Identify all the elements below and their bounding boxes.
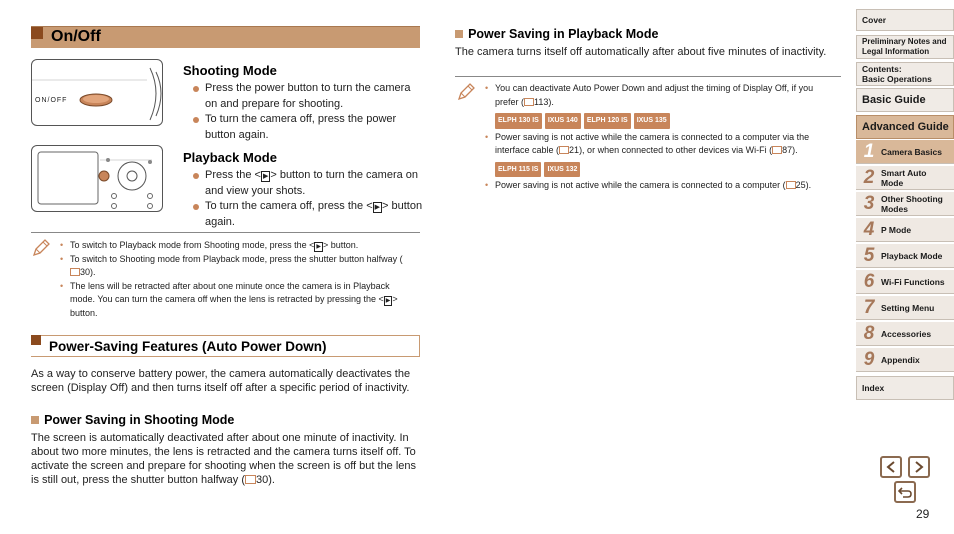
shooting-saving-body-b: ). [268, 474, 275, 486]
sidebar-chapter-4[interactable] [856, 218, 954, 242]
section-header-auto-power-down [31, 335, 420, 357]
chapter-label: Wi-Fi Functions [881, 277, 945, 287]
sidebar-chapter-2[interactable] [856, 166, 954, 190]
model-badge: IXUS 135 [634, 113, 670, 129]
bullet-dot [193, 204, 199, 210]
model-badge: ELPH 115 IS [495, 162, 541, 178]
note2-1-b: ). [548, 96, 554, 107]
bullet-dot [193, 86, 199, 92]
page-title-bar [31, 26, 420, 48]
shooting-saving-ref[interactable]: 30 [256, 474, 269, 486]
chapter-label: P Mode [881, 225, 912, 235]
sidebar-prelim[interactable]: Preliminary Notes and Legal Information [856, 35, 954, 59]
chapter-label: Smart Auto Mode [881, 168, 927, 188]
pencil-note-icon [456, 82, 476, 105]
chapter-number: 7 [863, 297, 875, 318]
camera-back-illustration [31, 145, 163, 212]
chapter-label: Other Shooting Modes [881, 194, 943, 214]
section-title: Power-Saving Features (Auto Power Down) [49, 339, 327, 354]
arrow-left-icon [885, 461, 897, 473]
sidebar-chapter-1[interactable] [856, 140, 954, 164]
note-2-a: To switch to Shooting mode from Playback mode, press the shutter button halfway ( [70, 253, 403, 264]
back-button[interactable] [894, 481, 916, 503]
note-item: • You can deactivate Auto Power Down and adjust the timing of Display Off, if you prefer ( 113). [485, 83, 814, 107]
chapter-number: 3 [863, 193, 875, 214]
chapter-label: Camera Basics [881, 147, 942, 157]
sidebar-advanced-guide[interactable]: Advanced Guide [856, 115, 954, 139]
model-badges-1 [485, 113, 835, 129]
shooting-mode-heading: Shooting Mode [183, 63, 277, 78]
page-title: On/Off [51, 28, 101, 45]
next-page-button[interactable] [908, 456, 930, 478]
model-badge: ELPH 120 IS [584, 113, 631, 129]
sidebar-chapter-9[interactable] [856, 348, 954, 372]
prev-page-button[interactable] [880, 456, 902, 478]
chapter-number: 5 [863, 245, 875, 266]
chapter-number: 9 [863, 349, 875, 370]
playback-bullet-2-a: To turn the camera off, press the < [205, 200, 373, 212]
note2-3-b: ). [805, 180, 812, 190]
shooting-bullet-1-text: Press the power button to turn the camera on and prepare for shooting. [205, 82, 411, 110]
chapter-number: 2 [863, 167, 875, 188]
section-divider [31, 232, 420, 233]
return-icon [898, 486, 912, 498]
note2-3-a: Power saving is not active while the camera is connected to a computer ( [495, 180, 786, 190]
play-button-icon: ▶ [385, 298, 391, 304]
arrow-right-icon [913, 461, 925, 473]
pencil-note-icon [31, 238, 51, 261]
sidebar-chapter-8[interactable] [856, 322, 954, 346]
sidebar-index[interactable]: Index [856, 376, 954, 400]
playback-saving-heading-row [455, 27, 658, 41]
note-1-b: > button. [323, 240, 359, 250]
book-ref-icon [559, 146, 569, 154]
sidebar-chapter-6[interactable] [856, 270, 954, 294]
book-ref-icon [70, 268, 80, 276]
title-marker [31, 27, 43, 39]
model-badge: IXUS 140 [545, 113, 581, 129]
note-item: • To switch to Playback mode from Shooting mode, press the < ▶ > button. [60, 240, 359, 250]
model-badge: IXUS 132 [544, 162, 580, 178]
note2-1-ref[interactable]: 113 [534, 96, 549, 107]
note2-2-b: ). [792, 145, 798, 155]
notes-1 [60, 239, 405, 320]
note2-3-ref[interactable]: 25 [795, 180, 806, 190]
notes-2 [485, 82, 835, 193]
note2-2-ref2[interactable]: 87 [782, 145, 793, 155]
bullet-dot [193, 117, 199, 123]
subheading-marker [455, 30, 463, 38]
shooting-saving-heading: Power Saving in Shooting Mode [44, 413, 235, 427]
note-3-a: The lens will be retracted after about one minute once the camera is in Playback mode. You can turn the camera off when the lens is retracted by pressing the < [70, 280, 390, 304]
shooting-saving-heading-row [31, 413, 234, 427]
model-badges-2 [485, 162, 835, 178]
chapter-label: Playback Mode [881, 251, 943, 261]
playback-bullet-2-b: > button again. [205, 200, 423, 228]
section-marker [31, 335, 41, 345]
camera-top-illustration [31, 59, 163, 126]
note-3-b: > button. [70, 294, 398, 318]
playback-saving-body: The camera turns itself off automatically after about five minutes of inactivity. [455, 46, 827, 58]
chapter-number: 8 [863, 323, 875, 344]
book-ref-icon [524, 98, 534, 106]
shooting-bullet-1 [193, 81, 418, 112]
sidebar-contents-line1: Contents: [862, 64, 902, 74]
note-2-b: ). [90, 267, 96, 277]
model-badge: ELPH 130 IS [495, 113, 542, 129]
sidebar-chapter-3[interactable] [856, 192, 954, 216]
playback-bullet-1-b: > button to turn the camera on and view your shots. [205, 169, 419, 197]
chapter-label: Accessories [881, 329, 932, 339]
sidebar-contents-line2: Basic Operations [862, 74, 932, 84]
shooting-saving-body-a: The screen is automatically deactivated after about one minute of inactivity. In about two more minutes, the lens is retracted and the camera turns itself off. To activate the screen and prepare for shooting when the screen is off but the lens is still out, press the shutter button halfway ( [31, 432, 417, 486]
subheading-marker [31, 416, 39, 424]
chapter-label: Appendix [881, 355, 920, 365]
note2-2-ref1[interactable]: 21 [569, 145, 580, 155]
note-1-a: To switch to Playback mode from Shooting mode, press the < [70, 240, 315, 250]
playback-bullet-2 [193, 199, 423, 230]
chapter-number: 6 [863, 271, 875, 292]
right-divider [455, 76, 841, 77]
book-ref-icon [786, 181, 796, 189]
playback-bullet-1 [193, 168, 423, 199]
bullet-dot [193, 173, 199, 179]
note-item: • The lens will be retracted after about one minute once the camera is in Playback mode. You can turn the camera off when the lens is retracted by pressing the < ▶ > button. [60, 280, 398, 318]
page-number: 29 [916, 507, 930, 521]
note-item: • Power saving is not active while the camera is connected to a computer via the interface cable ( 21), or when connected to other devices via Wi-Fi ( 87). [485, 131, 810, 155]
book-ref-icon [245, 475, 256, 484]
book-ref-icon [772, 146, 782, 154]
shooting-saving-body [31, 431, 421, 487]
chapter-number: 1 [863, 141, 875, 162]
sidebar-chapter-5[interactable] [856, 244, 954, 268]
playback-bullet-1-a: Press the < [205, 169, 261, 181]
play-button-icon: ▶ [262, 173, 269, 180]
chapter-label: Setting Menu [881, 303, 935, 313]
chapter-number: 4 [863, 219, 875, 240]
shooting-bullet-2-text: To turn the camera off, press the power button again. [205, 113, 397, 141]
playback-saving-heading: Power Saving in Playback Mode [468, 27, 659, 41]
shooting-bullet-2 [193, 112, 418, 143]
note-item: • Power saving is not active while the camera is connected to a computer ( 25). [485, 180, 812, 190]
section-intro: As a way to conserve battery power, the camera automatically deactivates the screen (Display Off) and then turns itself off after a specific period of inactivity. [31, 368, 411, 394]
playback-mode-heading: Playback Mode [183, 150, 277, 165]
play-button-icon: ▶ [316, 244, 321, 250]
note2-2-mid: ), or when connected to other devices via Wi-Fi ( [579, 145, 773, 155]
sidebar-chapter-7[interactable] [856, 296, 954, 320]
on-off-label: ON/OFF [35, 97, 68, 104]
note-2-ref[interactable]: 30 [80, 267, 91, 277]
sidebar-cover[interactable]: Cover [856, 9, 954, 31]
note-item: • To switch to Shooting mode from Playback mode, press the shutter button halfway (30). [60, 253, 403, 277]
sidebar-basic-guide[interactable]: Basic Guide [856, 88, 954, 112]
play-button-icon: ▶ [374, 204, 381, 211]
note2-2-a: Power saving is not active while the camera is connected to a computer via the interface cable ( [495, 131, 810, 155]
note2-1-a: You can deactivate Auto Power Down and adjust the timing of Display Off, if you prefer ( [495, 83, 814, 107]
sidebar-contents[interactable] [856, 62, 954, 86]
